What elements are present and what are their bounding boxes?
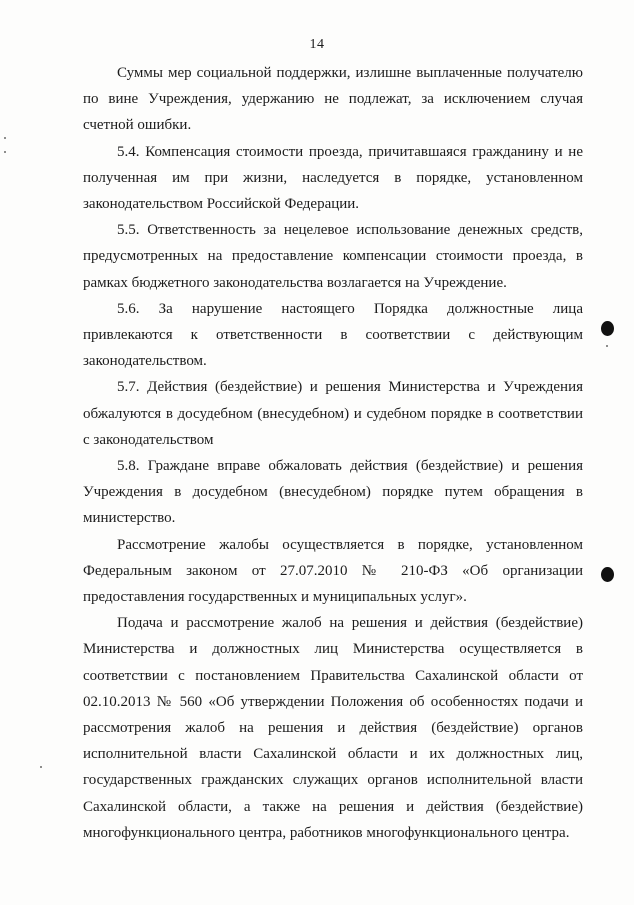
paragraph-complaint-review: Рассмотрение жалобы осуществляется в порядке, установленном Федеральным законом от 27.07.2010 № 210-ФЗ «Об организации предоставления государственных и муниципальных услуг». — [83, 536, 583, 606]
paragraph-5-7: 5.7. Действия (бездействие) и решения Министерства и Учреждения обжалуются в досудебном (внесудебном) и судебном порядке в соответствии с законодательством — [83, 379, 583, 448]
punch-hole-mark — [601, 321, 614, 336]
scan-speck — [40, 766, 42, 768]
paragraph-complaint-submission: Подача и рассмотрение жалоб на решения и действия (бездействие) Министерства и должностных лиц Министерства осуществляется в соответствии с постановлением Правительства Сахалинской области от 02.10.2013 № 560 «Об утверждении Положения об особенностях подачи и рассмотрения жалоб на решения и действия (бездействие) органов исполнительной власти Сахалинской области и их должностных лиц, государственных гражданских служащих органов исполнительной власти Сахалинской области, а также на решения и действия (бездействие) многофункционального центра, работников многофункционального центра. — [83, 615, 583, 841]
punch-hole-mark — [601, 567, 614, 582]
document-body — [83, 60, 583, 846]
paragraph-5-8: 5.8. Граждане вправе обжаловать действия (бездействие) и решения Учреждения в досудебном (внесудебном) порядке путем обращения в министерство. — [83, 458, 583, 527]
scan-speck — [4, 137, 6, 139]
scan-speck — [4, 151, 6, 153]
paragraph-5-4: 5.4. Компенсация стоимости проезда, причитавшаяся гражданину и не полученная им при жизни, наследуется в порядке, установленном законодательством Российской Федерации. — [83, 143, 583, 213]
scan-speck — [606, 345, 608, 347]
paragraph-overpayment: Суммы мер социальной поддержки, излишне выплаченные получателю по вине Учреждения, удержанию не подлежат, за исключением случая счетной ошибки. — [83, 65, 583, 134]
page-number: 14 — [309, 37, 325, 52]
paragraph-5-6: 5.6. За нарушение настоящего Порядка должностные лица привлекаются к ответственности в соответствии с действующим законодательством. — [83, 300, 583, 370]
paragraph-5-5: 5.5. Ответственность за нецелевое использование денежных средств, предусмотренных на предоставление компенсации стоимости проезда, в рамках бюджетного законодательства возлагается на Учреждение. — [83, 222, 583, 291]
